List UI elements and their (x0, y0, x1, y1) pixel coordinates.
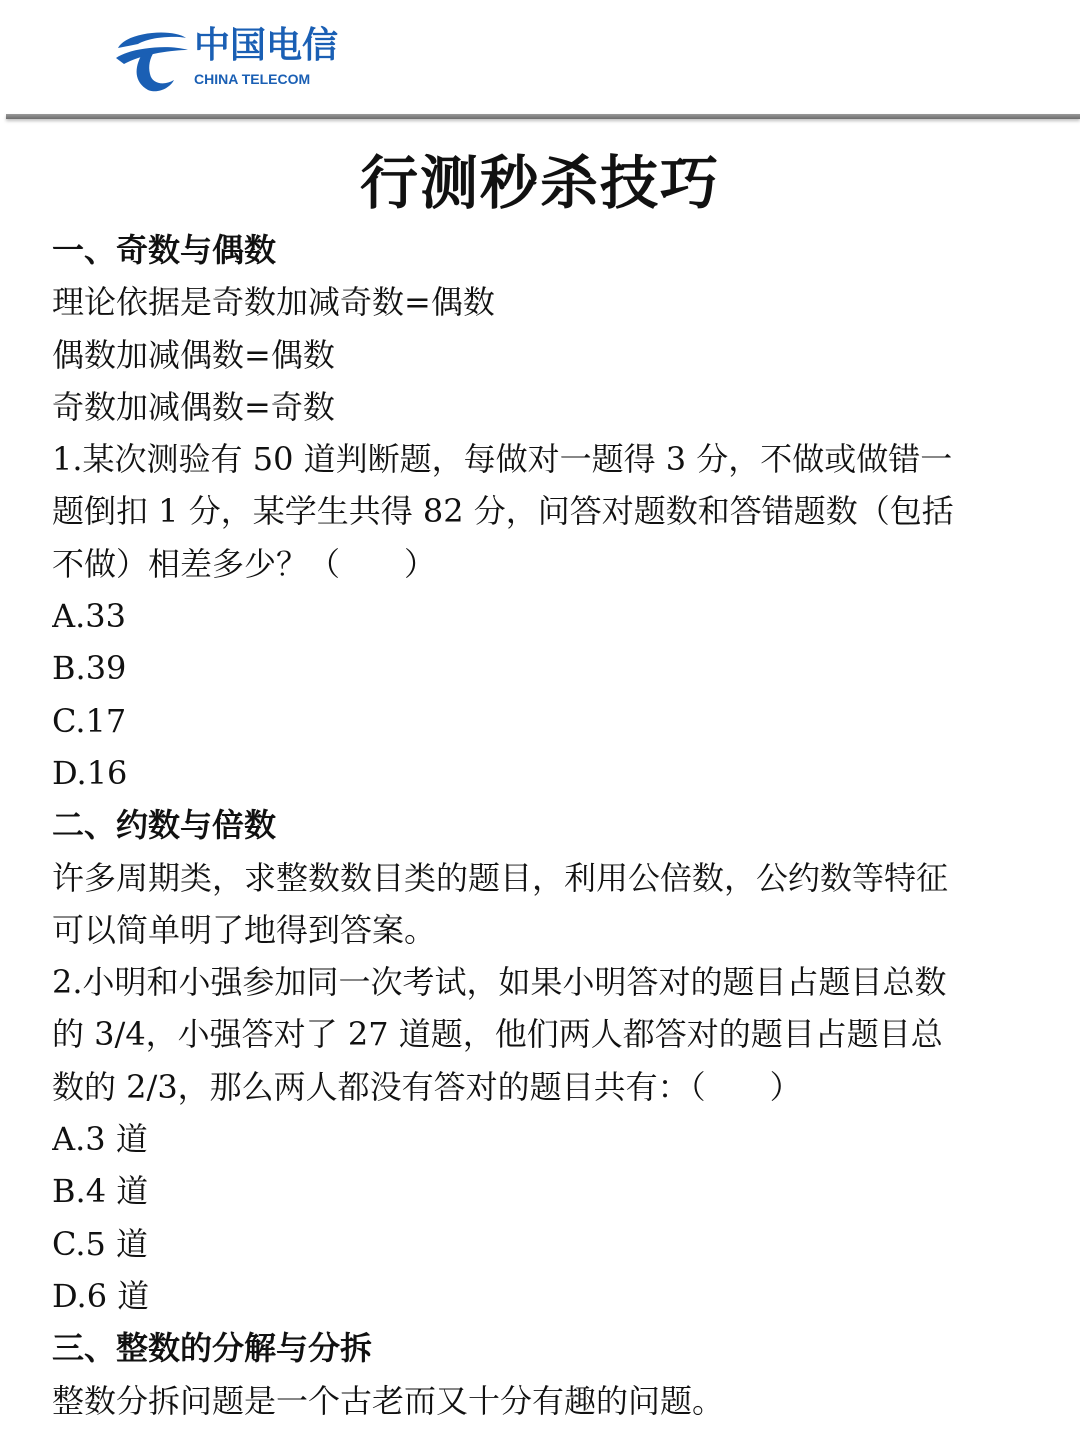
logo-english-text: CHINA TELECOM (194, 71, 311, 87)
header (0, 0, 1080, 118)
text-line: 奇数加减偶数=奇数 (52, 387, 335, 426)
question-line: 题倒扣 1 分，某学生共得 82 分，问答对题数和答错题数（包括 (52, 492, 954, 531)
answer-option: B.39 (52, 649, 127, 688)
answer-option: C.17 (52, 701, 127, 740)
question-line: 不做）相差多少？（ ） (52, 544, 437, 583)
text-line: 可以简单明了地得到答案。 (52, 910, 437, 949)
section-heading: 三、整数的分解与分拆 (52, 1329, 373, 1368)
question-line: 数的 2/3，那么两人都没有答对的题目共有：（ ） (52, 1067, 802, 1106)
section-heading: 一、奇数与偶数 (52, 231, 277, 269)
answer-option: B.4 道 (52, 1172, 149, 1211)
page-title: 行测秒杀技巧 (359, 149, 720, 217)
question-line: 2.小明和小强参加同一次考试，如果小明答对的题目占题目总数 (52, 963, 947, 1002)
text-line: 许多周期类，求整数数目类的题目，利用公倍数，公约数等特征 (52, 858, 949, 897)
china-telecom-logo-icon (112, 24, 190, 94)
text-line: 整数分拆问题是一个古老而又十分有趣的问题。 (52, 1381, 725, 1420)
logo-chinese-text: 中国电信 (194, 25, 339, 66)
answer-option: D.6 道 (52, 1276, 150, 1315)
document-body (52, 224, 1042, 1427)
answer-option: C.5 道 (52, 1224, 149, 1263)
text-line: 理论依据是奇数加减奇数=偶数 (52, 283, 495, 322)
header-divider (6, 114, 1080, 119)
answer-option: D.16 (52, 753, 128, 792)
text-line: 偶数加减偶数=偶数 (52, 335, 335, 374)
question-line: 1.某次测验有 50 道判断题，每做对一题得 3 分，不做或做错一 (52, 440, 953, 479)
china-telecom-logo (112, 22, 372, 97)
answer-option: A.33 (52, 597, 126, 636)
section-heading: 二、约数与倍数 (52, 806, 277, 845)
answer-option: A.3 道 (52, 1120, 148, 1159)
question-line: 的 3/4，小强答对了 27 道题，他们两人都答对的题目占题目总 (52, 1015, 943, 1054)
